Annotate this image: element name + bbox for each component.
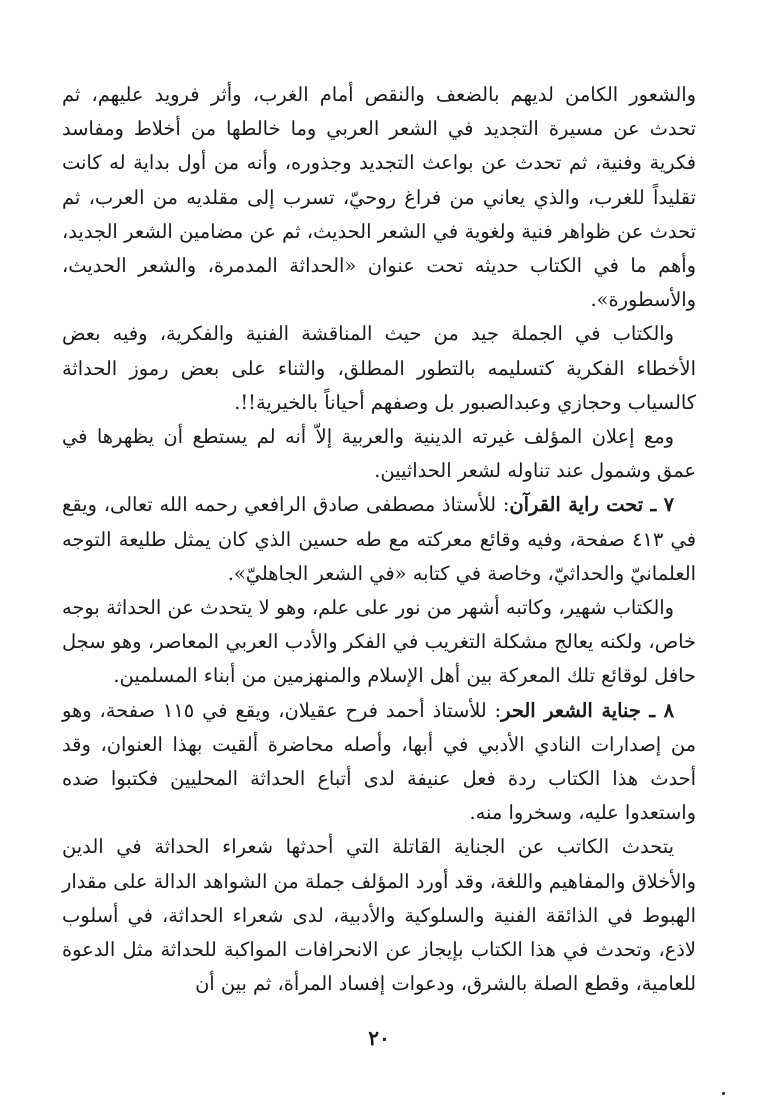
paragraph-book-8 [62, 694, 696, 831]
paragraph-3 [62, 420, 696, 488]
paragraph-5-text: والكتاب شهير، وكاتبه أشهر من نور على علم، وهو لا يتحدث عن الحداثة بوجه خاص، ولكنه يعالج مشكلة التغريب في الفكر والأدب العربي المعاصر، وهو سجل حافل لوقائع تلك المعركة بين أهل الإسلام والمنهزمين من أبناء المسلمين. [62, 596, 696, 688]
book-7-text: : للأستاذ مصطفى صادق الرافعي رحمه الله تعالى، ويقع في ٤١٣ صفحة، وفيه وقائع معركته مع طه حسين الذي كان يمثل طليعة التوجه العلمانيّ والحداثيّ، وخاصة في كتابه «في الشعر الجاهليّ». [62, 493, 696, 585]
corner-dot-mark [722, 1092, 725, 1095]
book-8-text: : للأستاذ أحمد فرح عقيلان، ويقع في ١١٥ صفحة، وهو من إصدارات النادي الأدبي في أبها، وأصله محاضرة ألقيت بهذا العنوان، وقد أحدث هذا الكتاب ردة فعل عنيفة لدى أتباع الحداثة المحليين فكتبوا ضده واستعدوا عليه، وسخروا منه. [62, 698, 696, 825]
paragraph-book-7 [62, 488, 696, 591]
paragraph-2-text: والكتاب في الجملة جيد من حيث المناقشة الفنية والفكرية، وفيه بعض الأخطاء الفكرية كتسليمه بالتطور المطلق، والثناء على بعض رموز الحداثة كالسياب وحجازي وعبدالصبور بل وصفهم أحياناً بالخيرية!!. [62, 322, 696, 414]
page-number: ٢٠ [368, 1026, 390, 1050]
paragraph-3-text: ومع إعلان المؤلف غيرته الدينية والعربية إلاّ أنه لم يستطع أن يظهرها في عمق وشمول عند تناوله لشعر الحداثيين. [62, 425, 696, 483]
book-7-title: ٧ ـ تحت راية القرآن [509, 493, 674, 517]
paragraph-5 [62, 591, 696, 694]
paragraph-7-text: يتحدث الكاتب عن الجناية القاتلة التي أحدثها شعراء الحداثة في الدين والأخلاق والمفاهيم واللغة، وقد أورد المؤلف جملة من الشواهد الدالة على مقدار الهبوط في الذائقة الفنية والسلوكية والأدبية، لدى شعراء الحداثة، في أسلوب لاذع، وتحدث في هذا الكتاب بإيجاز عن الانحرافات المواكبة للحداثة مثل الدعوة للعامية، وقطع الصلة بالشرق، ودعوات إفساد المرأة، ثم بين أن [62, 835, 696, 996]
paragraph-1-text: والشعور الكامن لديهم بالضعف والنقص أمام الغرب، وأثر فرويد عليهم، ثم تحدث عن مسيرة التجديد في الشعر العربي وما خالطها من أخلاط ومفاسد فكرية وفنية، ثم تحدث عن بواعث التجديد وجذوره، وأنه من أول بداية له كانت تقليداً للغرب، والذي يعاني من فراغ روحيّ، تسرب إلى مقلديه من العرب، ثم تحدث عن ظواهر فنية ولغوية في الشعر الحديث، ثم عن مضامين الشعر الجديد، وأهم ما في الكتاب حديثه تحت عنوان «الحداثة المدمرة، والشعر الحديث، والأسطورة». [62, 83, 696, 312]
paragraph-7 [62, 830, 696, 1001]
book-8-title: ٨ ـ جناية الشعر الحر [501, 698, 674, 722]
paragraph-1 [62, 78, 696, 317]
page-text-body [62, 78, 696, 1001]
paragraph-2 [62, 317, 696, 420]
